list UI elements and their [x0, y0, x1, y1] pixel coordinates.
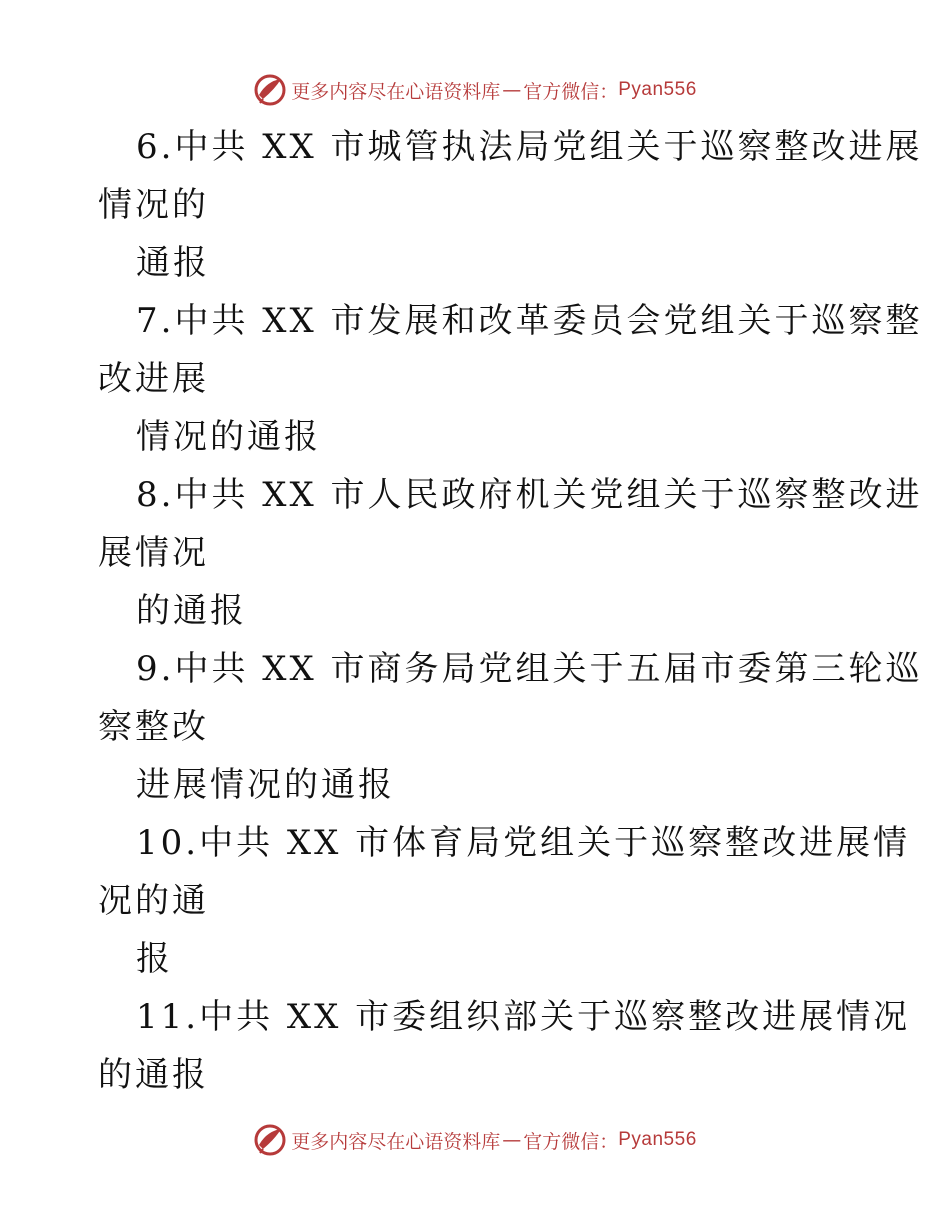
item-10-line-2: 况的通 [98, 881, 209, 921]
pen-logo-icon [253, 1123, 287, 1157]
pen-logo-icon [253, 73, 287, 107]
banner-separator: — [502, 79, 522, 101]
banner-wechat-label: 官方微信： [523, 80, 619, 103]
item-8-line-2: 展情况 [98, 533, 209, 573]
item-10-line-1: 10.中共 XX 市体育局党组关于巡察整改进展情 [136, 823, 911, 863]
banner-separator: — [502, 1129, 522, 1151]
item-8-line-1: 8.中共 XX 市人民政府机关党组关于巡察整改进 [136, 475, 923, 515]
header-watermark-banner [0, 70, 950, 110]
banner-site-text: 更多内容尽在心语资料库 [291, 80, 501, 103]
item-9-line-2: 察整改 [98, 707, 209, 747]
item-9-line-1: 9.中共 XX 市商务局党组关于五届市委第三轮巡 [136, 649, 923, 689]
banner-wechat-id: Pyan556 [618, 1129, 697, 1150]
banner-site-text: 更多内容尽在心语资料库 [291, 1130, 501, 1153]
item-7-line-1: 7.中共 XX 市发展和改革委员会党组关于巡察整 [136, 301, 923, 341]
item-7-line-2: 改进展 [98, 359, 209, 399]
footer-watermark-banner [0, 1120, 950, 1160]
banner-wechat-label: 官方微信： [523, 1130, 619, 1153]
banner-wechat-id: Pyan556 [618, 79, 697, 100]
document-body [98, 118, 923, 1104]
item-6-line-2: 情况的 [98, 185, 209, 225]
item-6-line-3: 通报 [136, 243, 210, 283]
item-7-line-3: 情况的通报 [136, 417, 321, 457]
item-11-line-1: 11.中共 XX 市委组织部关于巡察整改进展情况 [136, 997, 911, 1037]
item-10-line-3: 报 [136, 939, 173, 979]
item-6-line-1: 6.中共 XX 市城管执法局党组关于巡察整改进展 [136, 127, 923, 167]
item-8-line-3: 的通报 [136, 591, 247, 631]
item-9-line-3: 进展情况的通报 [136, 765, 395, 805]
item-11-line-2: 的通报 [98, 1055, 209, 1095]
